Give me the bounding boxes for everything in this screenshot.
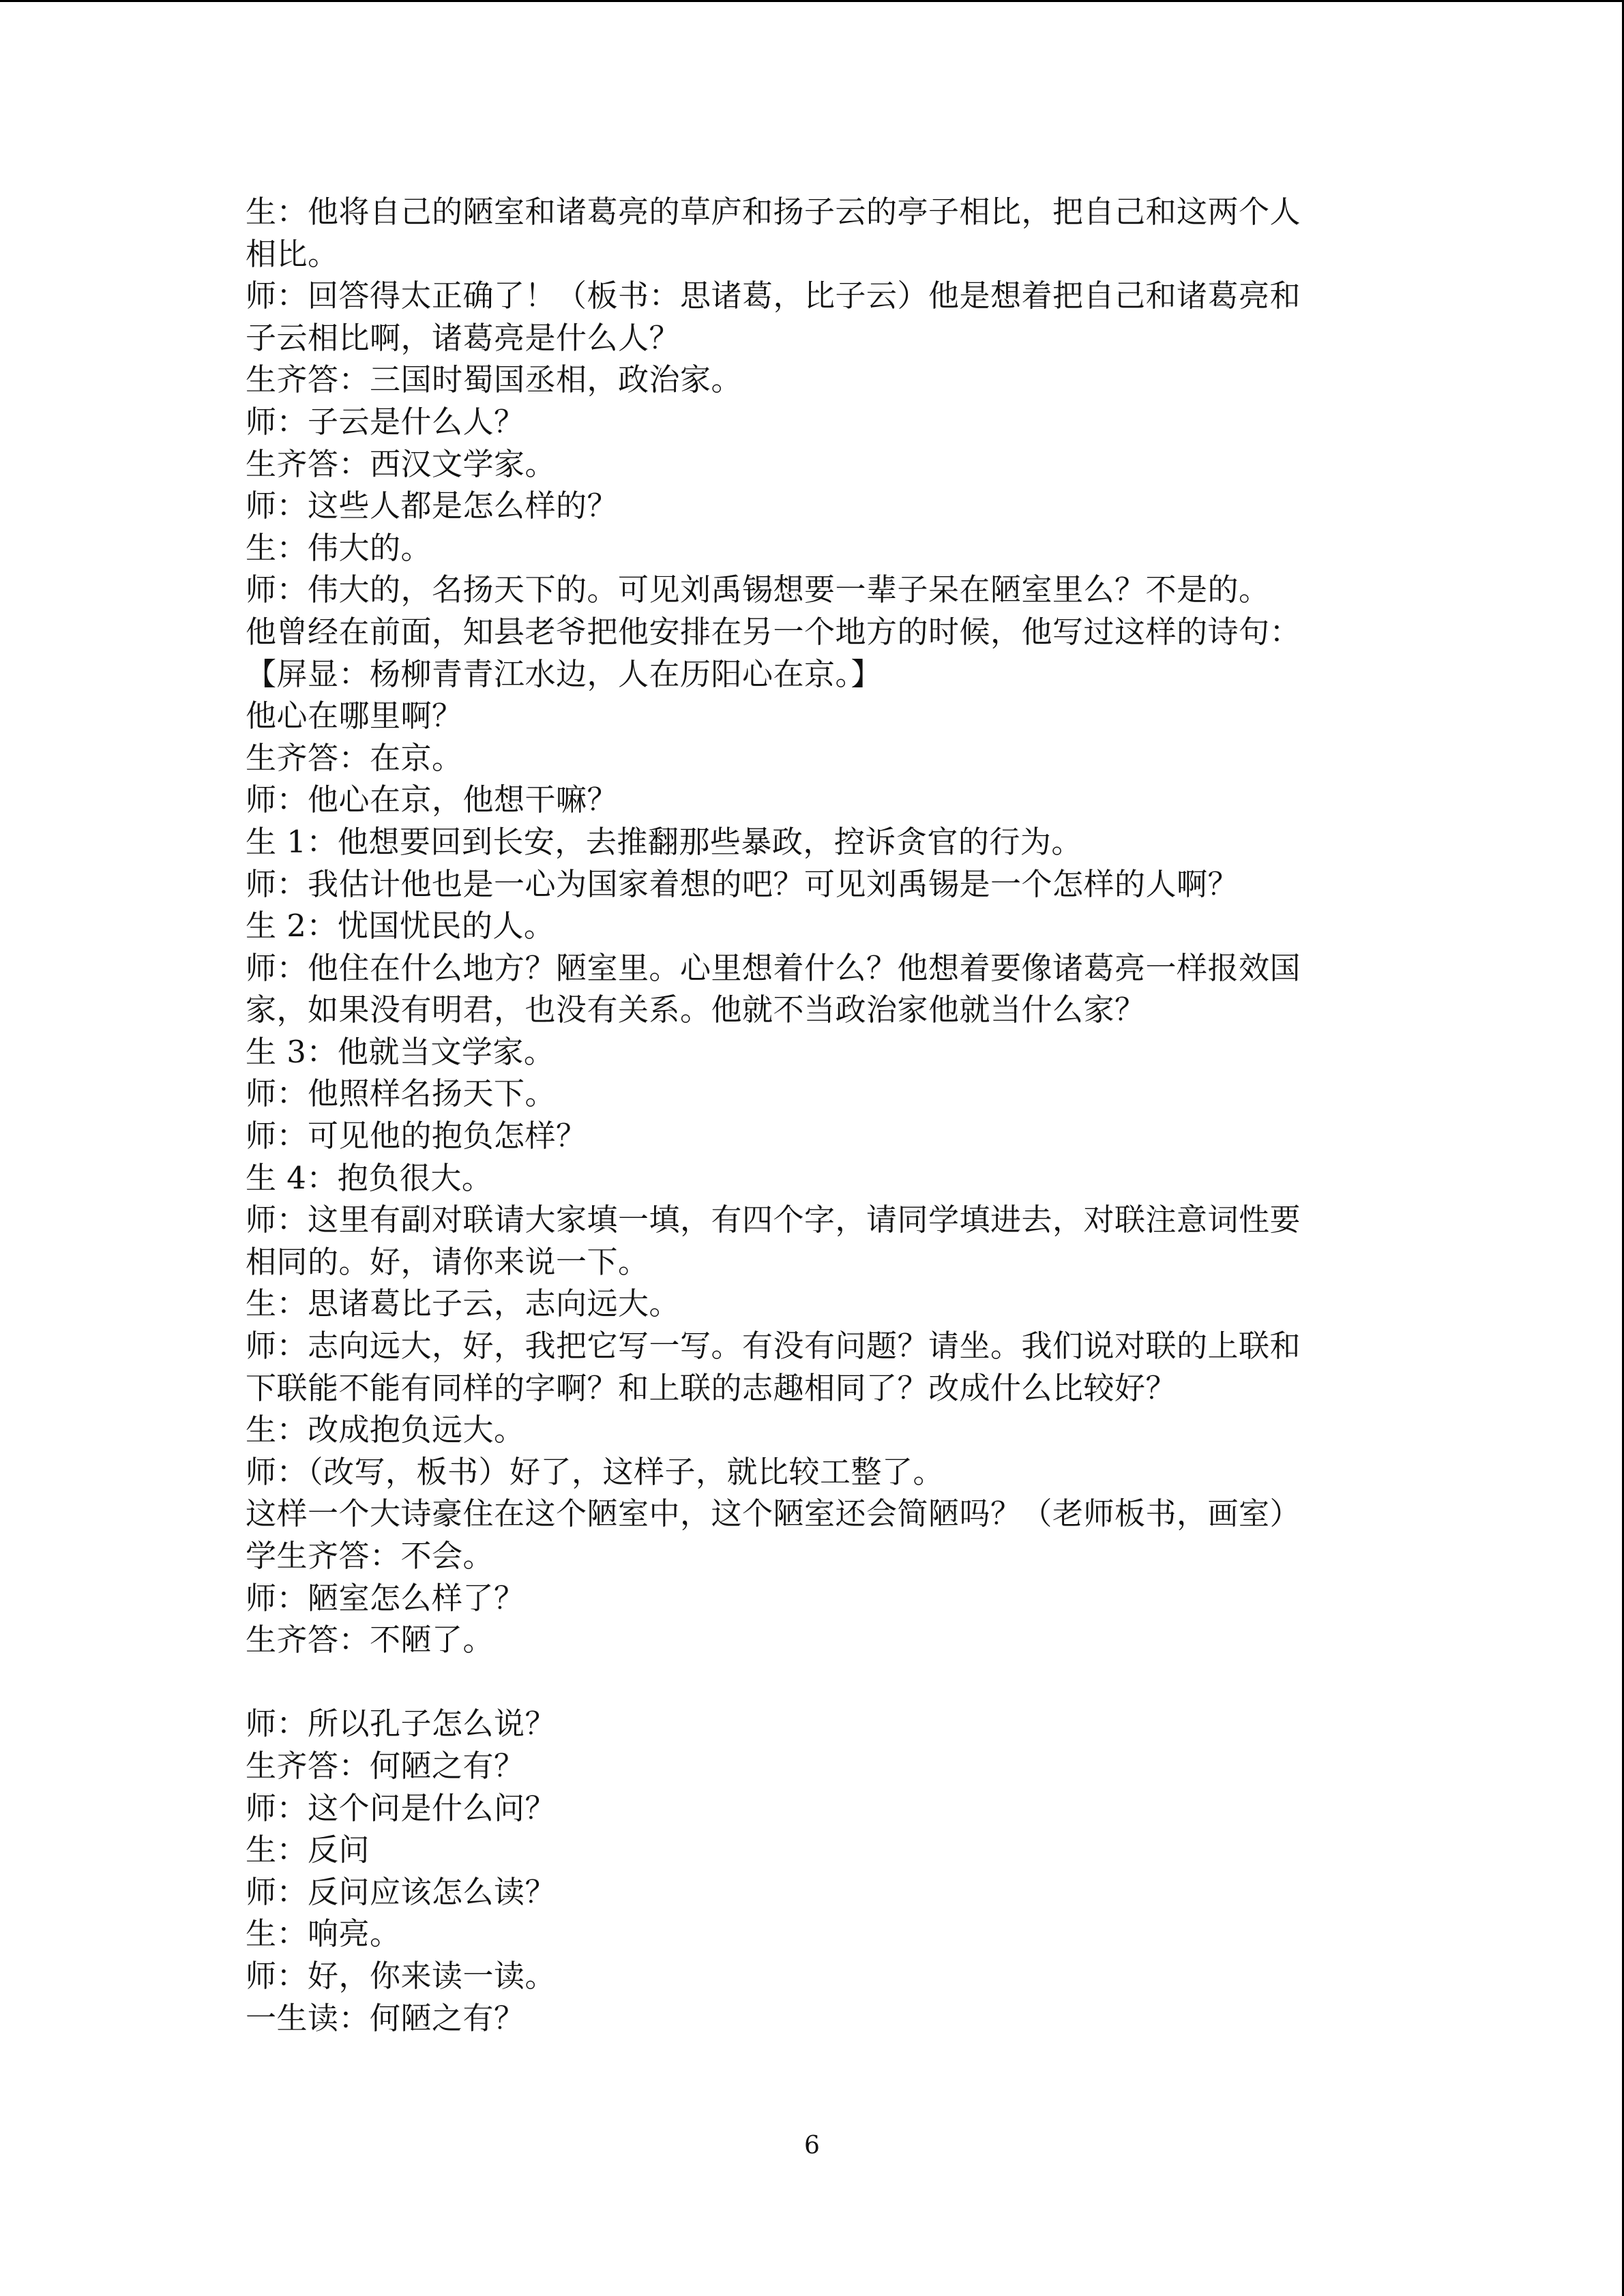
text-line: 师：可见他的抱负怎样？ (246, 1118, 587, 1154)
text-line: 相同的。好，请你来说一下。 (246, 1243, 649, 1280)
text-line: 师：他心在京，他想干嘛？ (246, 781, 619, 818)
text-line: 生：思诸葛比子云，志向远大。 (246, 1285, 681, 1322)
text-line: 学生齐答：不会。 (246, 1538, 494, 1574)
text-line: 这样一个大诗豪住在这个陋室中，这个陋室还会简陋吗？（老师板书，画室） (246, 1495, 1301, 1532)
text-line: 生：响亮。 (246, 1915, 401, 1952)
text-line: 相比。 (246, 235, 339, 272)
text-line: 师：陋室怎么样了？ (246, 1579, 525, 1616)
text-line: 生 3：他就当文学家。 (246, 1033, 555, 1070)
text-line: 师：回答得太正确了！（板书：思诸葛，比子云）他是想着把自己和诸葛亮和 (246, 278, 1301, 314)
document-body (246, 191, 1364, 2039)
text-line: 生：改成抱负远大。 (246, 1412, 525, 1448)
text-line: 子云相比啊，诸葛亮是什么人？ (246, 319, 681, 356)
text-line: 他心在哪里啊？ (246, 698, 463, 734)
text-line: 生：他将自己的陋室和诸葛亮的草庐和扬子云的亭子相比，把自己和这两个人 (246, 194, 1301, 230)
page-number: 6 (804, 2132, 820, 2160)
text-line: 师：（改写，板书）好了，这样子，就比较工整了。 (246, 1453, 945, 1490)
text-line: 他曾经在前面，知县老爷把他安排在另一个地方的时候，他写过这样的诗句： (246, 613, 1301, 650)
text-line: 生齐答：在京。 (246, 739, 463, 776)
text-line: 生齐答：西汉文学家。 (246, 445, 557, 482)
text-line: 生齐答：不陋了。 (246, 1622, 494, 1658)
text-line: 生 1：他想要回到长安，去推翻那些暴政，控诉贪官的行为。 (246, 823, 1082, 860)
text-line: 家，如果没有明君，也没有关系。他就不当政治家他就当什么家？ (246, 992, 1146, 1028)
text-line: 师：他住在什么地方？陋室里。心里想着什么？他想着要像诸葛亮一样报效国 (246, 949, 1301, 986)
text-line: 师：他照样名扬天下。 (246, 1075, 557, 1112)
text-line: 师：这些人都是怎么样的？ (246, 488, 619, 524)
page-top-border (0, 0, 1624, 2)
text-line: 师：这里有副对联请大家填一填，有四个字，请同学填进去，对联注意词性要 (246, 1202, 1301, 1238)
text-line: 生：反问 (246, 1832, 370, 1868)
text-line: 生：伟大的。 (246, 529, 432, 566)
text-line: 一生读：何陋之有？ (246, 1999, 525, 2036)
text-line: 生 2：忧国忧民的人。 (246, 908, 555, 944)
text-line: 生齐答：何陋之有？ (246, 1747, 525, 1784)
text-line: 下联能不能有同样的字啊？和上联的志趣相同了？改成什么比较好？ (246, 1369, 1177, 1406)
text-line: 师：伟大的，名扬天下的。可见刘禹锡想要一辈子呆在陋室里么？不是的。 (246, 571, 1270, 608)
screen-display-quote: 【屏显：杨柳青青江水边，人在历阳心在京。】 (246, 655, 883, 692)
text-line: 师：好，你来读一读。 (246, 1957, 557, 1994)
text-line: 生 4：抱负很大。 (246, 1159, 493, 1196)
text-line: 师：反问应该怎么读？ (246, 1873, 557, 1910)
text-line: 师：所以孔子怎么说？ (246, 1705, 557, 1742)
text-line: 师：子云是什么人？ (246, 403, 525, 440)
text-line: 生齐答：三国时蜀国丞相，政治家。 (246, 361, 743, 398)
text-line: 师：我估计他也是一心为国家着想的吧？可见刘禹锡是一个怎样的人啊？ (246, 865, 1239, 902)
text-line: 师：这个问是什么问？ (246, 1789, 557, 1826)
text-line: 师：志向远大，好，我把它写一写。有没有问题？请坐。我们说对联的上联和 (246, 1328, 1301, 1365)
blank-line (246, 1661, 1364, 1703)
